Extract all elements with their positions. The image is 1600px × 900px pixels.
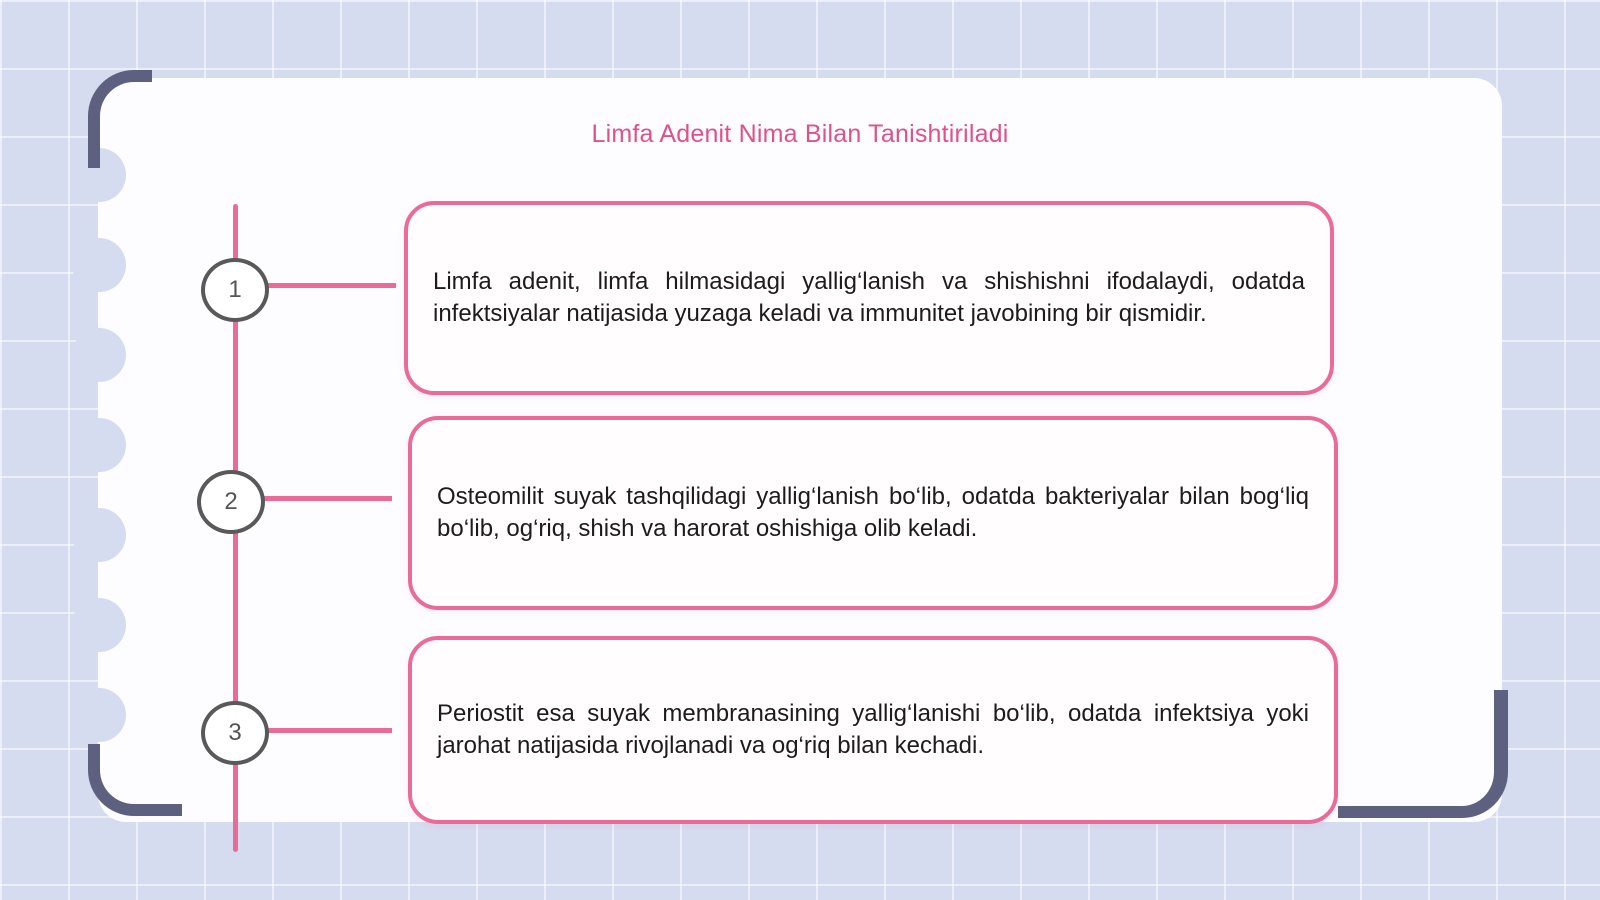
step-3-number-badge: 3 (201, 701, 269, 765)
scallop-edge (72, 508, 126, 562)
scallop-edge (72, 598, 126, 652)
scallop-edge (72, 688, 126, 742)
step-3-text: Periostit esa suyak membranasining yallig‘lanishi bo‘lib, odatda infektsiya yoki jarohat natijasida rivojlanadi va og‘riq bilan kechadi. (437, 700, 1309, 759)
step-1-number-badge: 1 (201, 258, 269, 322)
step-1-card (404, 201, 1334, 395)
slide-title: Limfa Adenit Nima Bilan Tanishtiriladi (591, 120, 1009, 148)
step-1-text: Limfa adenit, limfa hilmasidagi yallig‘lanish va shishishni ifodalaydi, odatda infektsiyalar natijasida yuzaga keladi va immunitet javobining bir qismidir. (433, 268, 1305, 327)
scallop-edge (72, 238, 126, 292)
corner-bracket-top-left (88, 70, 152, 168)
step-2-number-badge: 2 (197, 470, 265, 534)
step-2-text: Osteomilit suyak tashqilidagi yallig‘lanish bo‘lib, odatda bakteriyalar bilan bog‘liq bo‘lib, og‘riq, shish va harorat oshishiga olib keladi. (437, 483, 1309, 542)
scallop-edge (72, 418, 126, 472)
step-1-connector (266, 283, 396, 288)
scallop-edge (72, 328, 126, 382)
step-2-connector (262, 496, 392, 501)
step-3-card (408, 636, 1338, 824)
corner-bracket-bottom-right (1338, 690, 1508, 818)
step-3-connector (266, 728, 392, 733)
step-2-card (408, 416, 1338, 610)
